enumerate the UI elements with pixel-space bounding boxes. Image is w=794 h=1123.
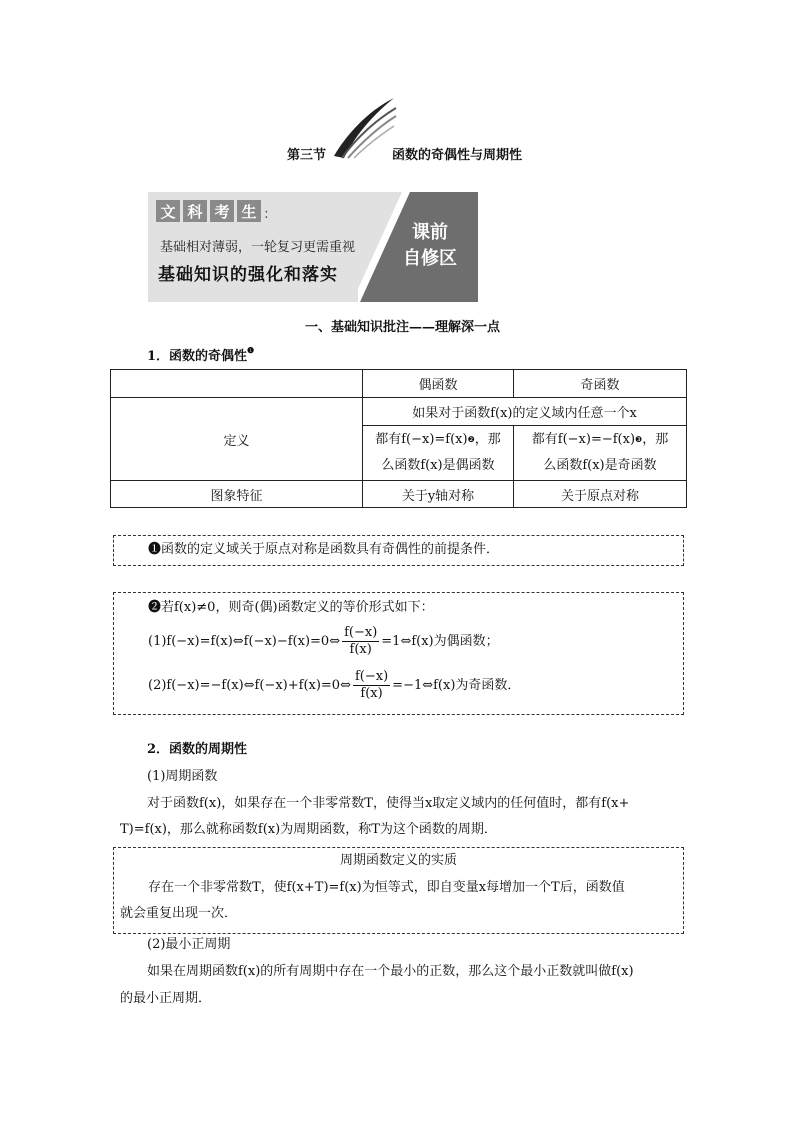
note-box-1	[113, 535, 684, 566]
subheading-text: 1．函数的奇偶性	[147, 349, 248, 364]
formula-1-rhs: =1⇔f(x)为偶函数；	[381, 633, 499, 649]
footnote-ref: ❶	[247, 345, 255, 355]
note-2-line-2	[148, 669, 520, 702]
def-odd-b: ，那	[642, 432, 669, 447]
section-heading: 一、基础知识批注——理解深一点	[305, 320, 501, 335]
def-even-c: 么函数f(x)是偶函数	[381, 458, 495, 473]
formula-1-lhs: (1)f(−x)=f(x)⇔f(−x)−f(x)=0⇔	[148, 633, 341, 649]
note-box-3	[113, 847, 684, 934]
footnote-ref: ❷	[467, 435, 475, 444]
banner-tag	[156, 200, 269, 222]
fraction-2-denominator: f(x)	[360, 686, 383, 701]
definition-common: 如果对于函数f(x)的定义域内任意一个x	[363, 398, 687, 426]
tag-char: 科	[183, 200, 207, 222]
fraction-2	[353, 669, 390, 702]
note-2-line-1	[148, 625, 499, 658]
banner-subtitle: 基础相对薄弱，一轮复习更需重视	[160, 240, 356, 255]
def-odd-a: 都有f(−x)=−f(x)	[531, 432, 636, 447]
banner-right-line2: 自修区	[403, 248, 457, 269]
subheading-periodic-function: (1)周期函数	[147, 769, 218, 784]
row-label-graph: 图象特征	[111, 481, 363, 508]
note-3-line-1: 存在一个非零常数T，使f(x+T)=f(x)为恒等式，即自变量x每增加一个T后，函数值	[148, 880, 625, 895]
paragraph-2-line-1: 如果在周期函数f(x)的所有周期中存在一个最小的正数，那么这个最小正数就叫做f(x)	[147, 964, 634, 979]
subheading-period: 2．函数的周期性	[147, 742, 248, 757]
note-3-title: 周期函数定义的实质	[339, 853, 457, 868]
header-odd: 奇函数	[514, 370, 687, 398]
def-even-a: 都有f(−x)=f(x)	[375, 432, 468, 447]
banner-right-text	[390, 220, 470, 272]
formula-2-rhs: =−1⇔f(x)为奇函数．	[392, 677, 521, 693]
paragraph-1-line-1: 对于函数f(x)，如果存在一个非零常数T，使得当x取定义域内的任何值时，都有f(x+	[147, 796, 630, 811]
chapter-title: 函数的奇偶性与周期性	[392, 148, 523, 163]
note-box-2	[113, 592, 684, 715]
banner-right-line1: 课前	[412, 222, 448, 243]
tag-char: 生	[237, 200, 261, 222]
footnote-ref: ❸	[635, 435, 643, 444]
banner-main-text: 基础知识的强化和落实	[158, 265, 338, 285]
def-even-b: ，那	[474, 432, 501, 447]
parity-table	[110, 369, 687, 508]
table-corner-cell	[111, 370, 363, 398]
tag-colon: :	[264, 206, 269, 222]
fraction-1-denominator: f(x)	[349, 642, 372, 657]
paragraph-1-line-2: T)=f(x)，那么就称函数f(x)为周期函数，称T为这个函数的周期．	[120, 822, 497, 837]
definition-even	[363, 426, 514, 481]
swoosh-logo-icon	[330, 96, 398, 160]
definition-odd	[514, 426, 687, 481]
paragraph-2-line-2: 的最小正周期．	[120, 991, 212, 1006]
section-number: 第三节	[287, 148, 327, 163]
fraction-2-numerator: f(−x)	[354, 669, 389, 684]
fraction-1	[342, 625, 379, 658]
subheading-parity	[147, 345, 254, 364]
fraction-1-numerator: f(−x)	[344, 625, 378, 640]
header-even: 偶函数	[363, 370, 514, 398]
graph-odd: 关于原点对称	[514, 481, 687, 508]
note-1-text: ❶函数的定义域关于原点对称是函数具有奇偶性的前提条件．	[148, 542, 500, 557]
row-label-definition: 定义	[111, 398, 363, 481]
tag-char: 考	[210, 200, 234, 222]
note-3-line-2: 就会重复出现一次．	[120, 906, 238, 921]
graph-even: 关于y轴对称	[363, 481, 514, 508]
note-2-intro: ❷若f(x)≠0，则奇(偶)函数定义的等价形式如下：	[148, 600, 434, 615]
tag-char: 文	[156, 200, 180, 222]
def-odd-c: 么函数f(x)是奇函数	[543, 458, 657, 473]
formula-2-lhs: (2)f(−x)=−f(x)⇔f(−x)+f(x)=0⇔	[148, 677, 351, 693]
intro-banner	[148, 192, 478, 302]
subheading-min-period: (2)最小正周期	[147, 937, 231, 952]
